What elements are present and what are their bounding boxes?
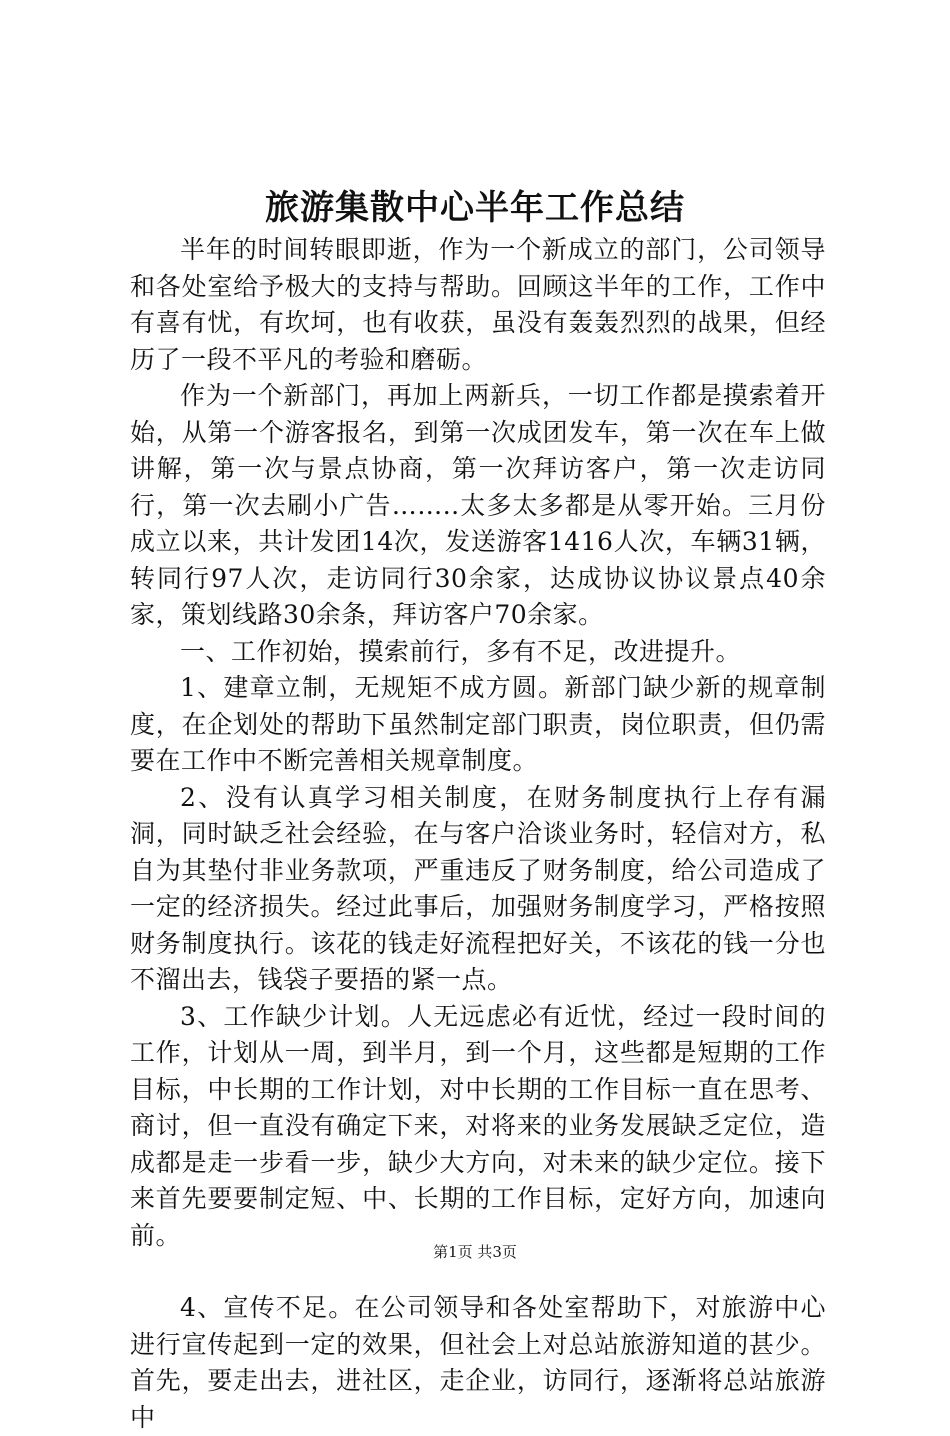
paragraph-item-2: 2、没有认真学习相关制度，在财务制度执行上存有漏洞，同时缺乏社会经验，在与客户洽谈业务时，轻信对方，私自为其垫付非业务款项，严重违反了财务制度，给公司造成了一定的经济损失。经过此事后，加强财务制度学习，严格按照财务制度执行。该花的钱走好流程把好关，不该花的钱一分也不溜出去，钱袋子要捂的紧一点。 [130, 782, 826, 994]
paragraph-intro: 半年的时间转眼即逝，作为一个新成立的部门，公司领导和各处室给予极大的支持与帮助。回顾这半年的工作，工作中有喜有忧，有坎坷，也有收获，虽没有轰轰烈烈的战果，但经历了一段不平凡的考验和磨砺。 [130, 235, 826, 374]
section-heading: 一、工作初始，摸索前行，多有不足，改进提升。 [180, 636, 742, 666]
paragraph-item-4: 4、宣传不足。在公司领导和各处室帮助下，对旅游中心进行宣传起到一定的效果，但社会上对总站旅游知道的甚少。首先，要走出去，进社区，走企业，访同行，逐渐将总站旅游中 [130, 1293, 826, 1432]
paragraph-item-1: 1、建章立制，无规矩不成方圆。新部门缺少新的规章制度，在企划处的帮助下虽然制定部门职责，岗位职责，但仍需要在工作中不断完善相关规章制度。 [130, 673, 826, 775]
paragraph-item-3: 3、工作缺少计划。人无远虑必有近忧，经过一段时间的工作，计划从一周，到半月，到一个月，这些都是短期的工作目标，中长期的工作计划，对中长期的工作目标一直在思考、商讨，但一直没有确定下来，对将来的业务发展缺乏定位，造成都是走一步看一步，缺少大方向，对未来的缺少定位。接下来首先要要制定短、中、长期的工作目标，定好方向，加速向前。 [130, 1001, 826, 1250]
document-title: 旅游集散中心半年工作总结 [265, 188, 685, 228]
page-footer: 第1页 共3页 [433, 1243, 517, 1261]
paragraph-overview: 作为一个新部门，再加上两新兵，一切工作都是摸索着开始，从第一个游客报名，到第一次成团发车，第一次在车上做讲解，第一次与景点协商，第一次拜访客户，第一次走访同行，第一次去刷小广告……..太多太多都是从零开始。三月份成立以来，共计发团14次，发送游客1416人次，车辆31辆，转同行97人次，走访同行30余家，达成协议协议景点40余家，策划线路30余条，拜访客户70余家。 [130, 381, 826, 629]
